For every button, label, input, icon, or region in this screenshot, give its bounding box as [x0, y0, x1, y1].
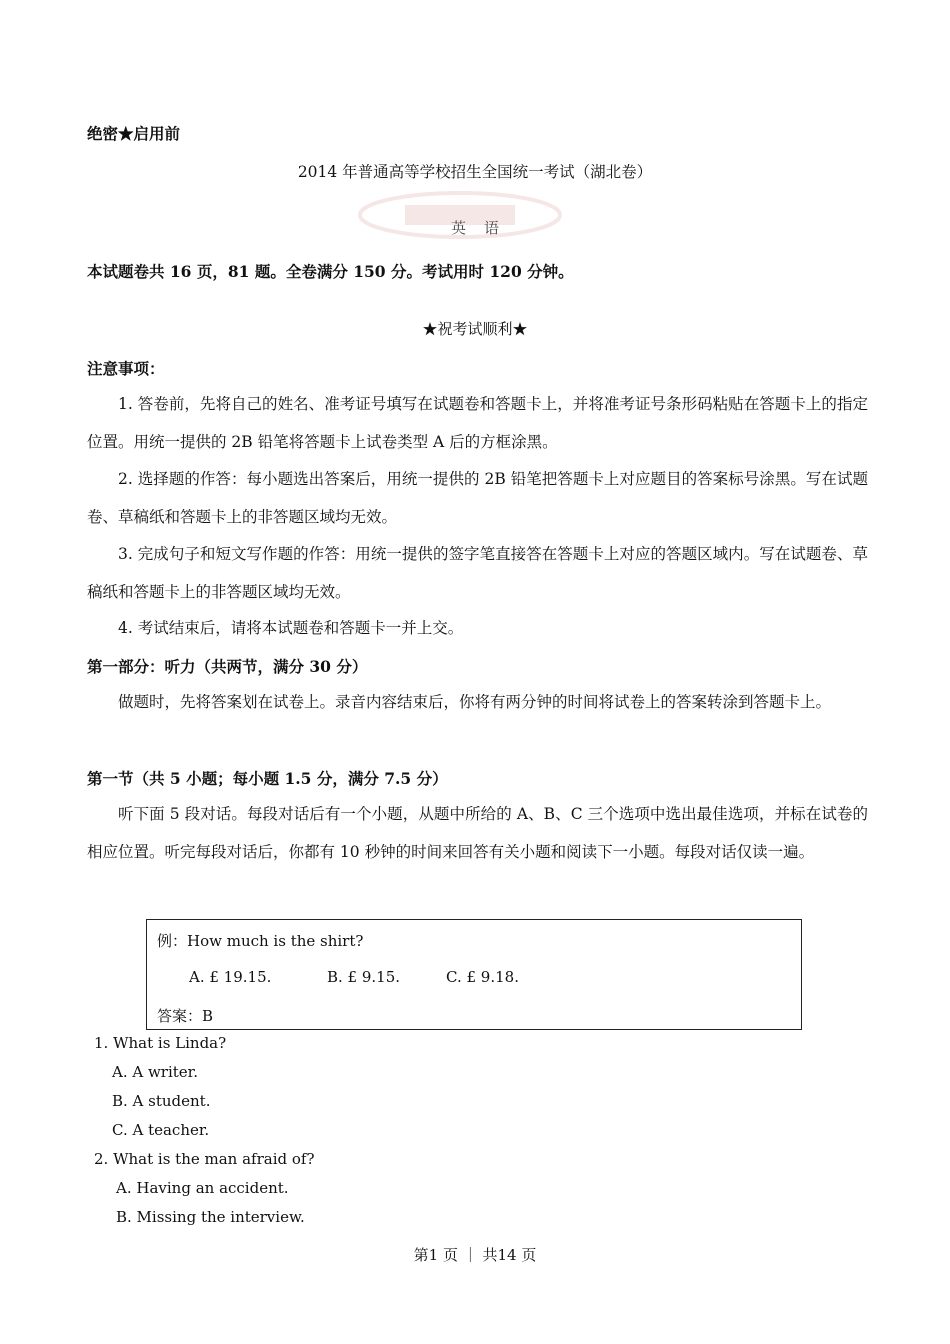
note-item: 1. 答卷前，先将自己的姓名、准考证号填写在试题卷和答题卡上，并将准考证号条形码粘贴在答题卡上的指定位置。用统一提供的 2B 铅笔将答题卡上试卷类型 A 后的方框涂黑。 [87, 395, 868, 451]
example-answer: 答案：B [157, 1007, 214, 1025]
section1-heading: 第一节（共 5 小题；每小题 1.5 分，满分 7.5 分） [87, 769, 448, 788]
exam-intro: 本试题卷共 16 页，81 题。全卷满分 150 分。考试用时 120 分钟。 [87, 262, 574, 281]
question-2-option: B. Missing the interview. [116, 1208, 305, 1226]
question-1-option: C. A teacher. [112, 1121, 210, 1139]
note-item: 2. 选择题的作答：每小题选出答案后，用统一提供的 2B 铅笔把答题卡上对应题目的答案标号涂黑。写在试题卷、草稿纸和答题卡上的非答题区域均无效。 [87, 470, 868, 526]
part1-heading: 第一部分：听力（共两节，满分 30 分） [87, 657, 368, 676]
section1-instruction: 听下面 5 段对话。每段对话后有一个小题，从题中所给的 A、B、C 三个选项中选出最佳选项，并标在试卷的相应位置。听完每段对话后，你都有 10 秒钟的时间来回答有关小题和阅读下一小题。每段对话仅读一遍。 [87, 805, 868, 861]
part1-instruction: 做题时，先将答案划在试卷上。录音内容结束后，你将有两分钟的时间将试卷上的答案转涂到答题卡上。 [118, 693, 832, 711]
example-question: 例：How much is the shirt? [157, 932, 364, 950]
example-option: C. £ 9.18. [446, 968, 519, 986]
question-1-option: A. A writer. [112, 1063, 198, 1081]
exam-title: 2014 年普通高等学校招生全国统一考试（湖北卷） [297, 163, 653, 181]
note-item: 4. 考试结束后，请将本试题卷和答题卡一并上交。 [118, 619, 464, 637]
notes-heading: 注意事项： [87, 359, 165, 378]
question-2-option: A. Having an accident. [116, 1179, 289, 1197]
question-1-text: 1. What is Linda? [94, 1034, 227, 1052]
example-option: B. £ 9.15. [327, 968, 401, 986]
secret-label: 绝密★启用前 [87, 124, 181, 143]
wish-line: ★祝考试顺利★ [422, 320, 528, 338]
example-box [146, 919, 802, 1030]
page-footer: 第1 页 ｜ 共14 页 [413, 1246, 537, 1264]
subject-title: 英语 [450, 219, 517, 237]
note-item: 3. 完成句子和短文写作题的作答：用统一提供的签字笔直接答在答题卡上对应的答题区域内。写在试题卷、草稿纸和答题卡上的非答题区域均无效。 [87, 545, 868, 601]
question-2-text: 2. What is the man afraid of? [94, 1150, 315, 1168]
example-option: A. £ 19.15. [189, 968, 272, 986]
question-1-option: B. A student. [112, 1092, 211, 1110]
